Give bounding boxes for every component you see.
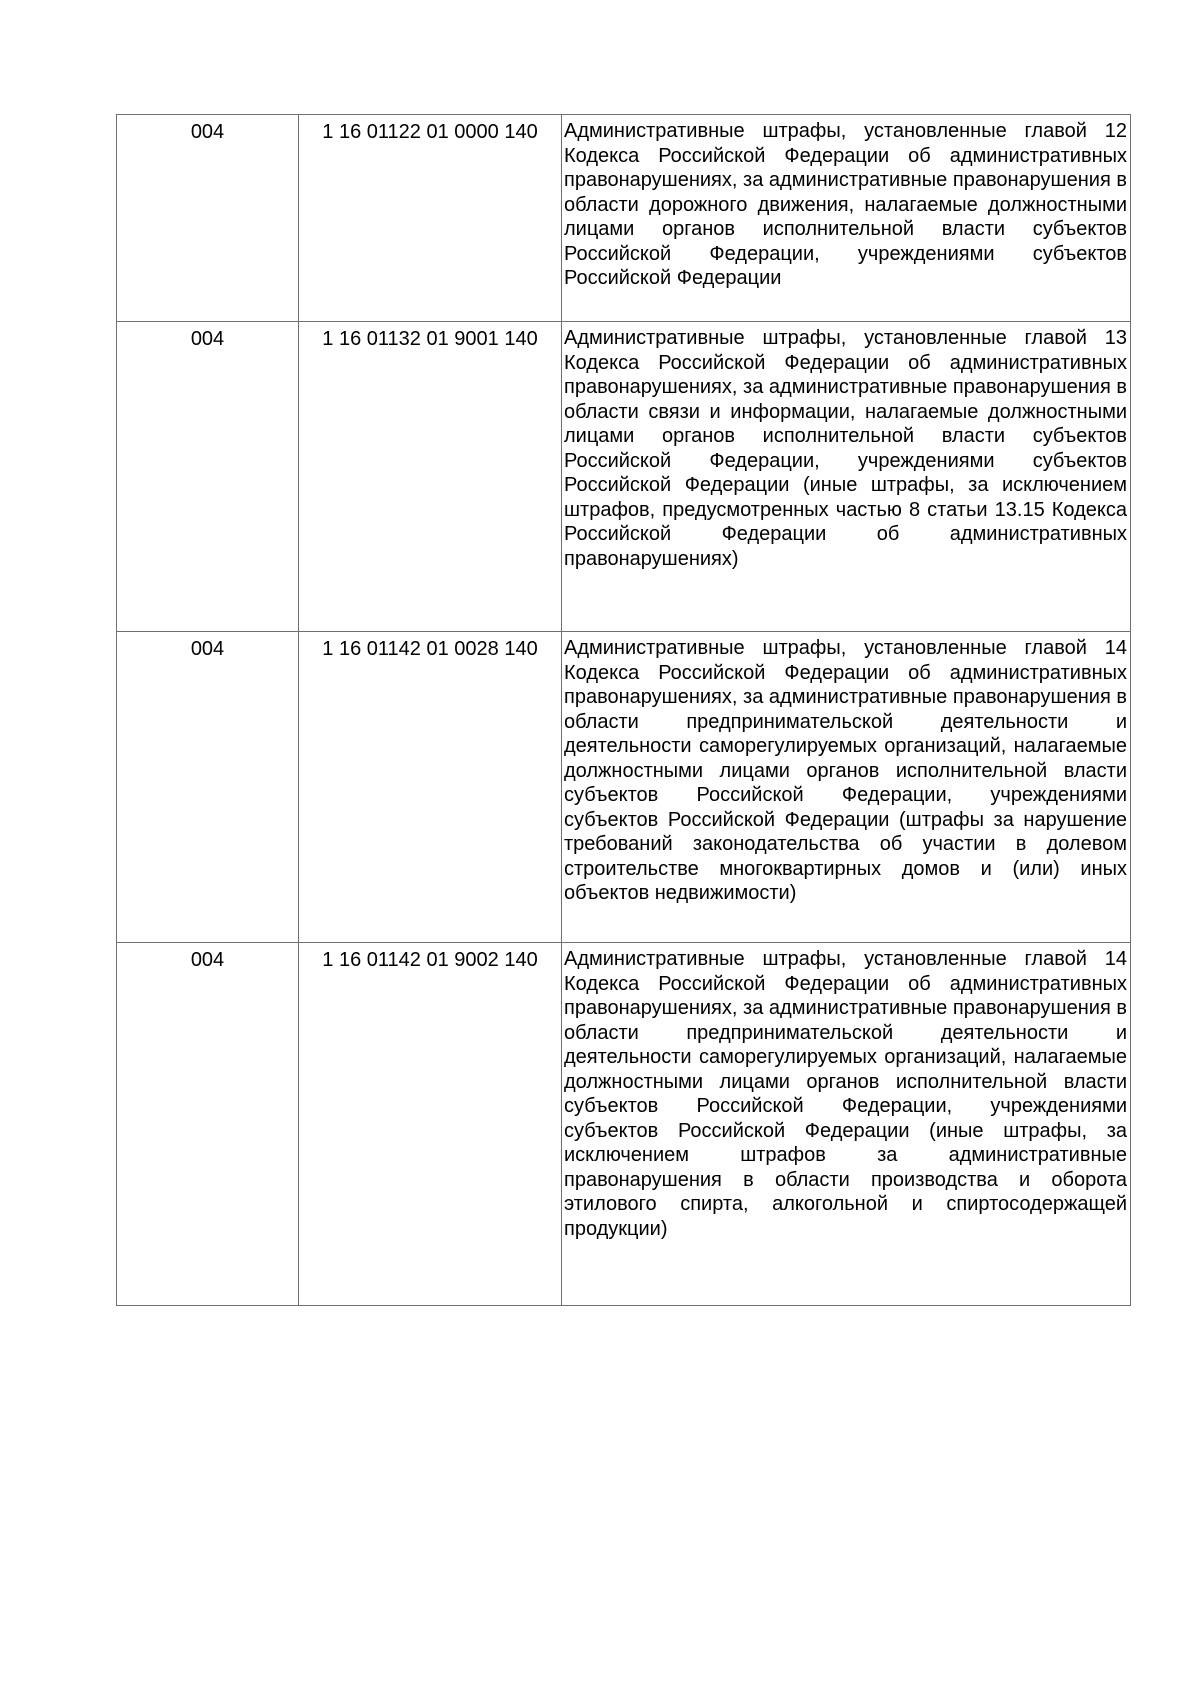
kbk-code-cell: 1 16 01132 01 9001 140 xyxy=(299,322,562,632)
table-row xyxy=(117,322,1131,632)
kbk-code-cell: 1 16 01142 01 0028 140 xyxy=(299,632,562,943)
budget-codes-table xyxy=(116,114,1131,1306)
table-row xyxy=(117,632,1131,943)
description-cell xyxy=(562,943,1131,1306)
description-text: Административные штрафы, установленные главой 13 Кодекса Российской Федерации об административных правонарушениях, за административные правонарушения в области связи и информации, налагаемые должностными лицами органов исполнительной власти субъектов Российской Федерации, учреждениями субъектов Российской Федерации (иные штрафы, за исключением штрафов, предусмотренных частью 8 статьи 13.15 Кодекса Российской Федерации об административных правонарушениях) xyxy=(564,327,1127,570)
description-text: Административные штрафы, установленные главой 12 Кодекса Российской Федерации об административных правонарушениях, за административные правонарушения в области дорожного движения, налагаемые должностными лицами органов исполнительной власти субъектов Российской Федерации, учреждениями субъектов Российской Федерации xyxy=(564,120,1127,289)
description-text: Административные штрафы, установленные главой 14 Кодекса Российской Федерации об административных правонарушениях, за административные правонарушения в области предпринимательской деятельности и деятельности саморегулируемых организаций, налагаемые должностными лицами органов исполнительной власти субъектов Российской Федерации, учреждениями субъектов Российской Федерации (иные штрафы, за исключением штрафов за административные правонарушения в области производства и оборота этилового спирта, алкогольной и спиртосодержащей продукции) xyxy=(564,948,1127,1240)
admin-code-cell: 004 xyxy=(117,943,299,1306)
description-cell xyxy=(562,632,1131,943)
description-cell xyxy=(562,322,1131,632)
table-row xyxy=(117,943,1131,1306)
admin-code-cell: 004 xyxy=(117,322,299,632)
kbk-code-cell: 1 16 01142 01 9002 140 xyxy=(299,943,562,1306)
admin-code-cell: 004 xyxy=(117,115,299,322)
description-text: Административные штрафы, установленные главой 14 Кодекса Российской Федерации об административных правонарушениях, за административные правонарушения в области предпринимательской деятельности и деятельности саморегулируемых организаций, налагаемые должностными лицами органов исполнительной власти субъектов Российской Федерации, учреждениями субъектов Российской Федерации (штрафы за нарушение требований законодательства об участии в долевом строительстве многоквартирных домов и (или) иных объектов недвижимости) xyxy=(564,637,1127,904)
table-row xyxy=(117,115,1131,322)
kbk-code-cell: 1 16 01122 01 0000 140 xyxy=(299,115,562,322)
description-cell xyxy=(562,115,1131,322)
admin-code-cell: 004 xyxy=(117,632,299,943)
